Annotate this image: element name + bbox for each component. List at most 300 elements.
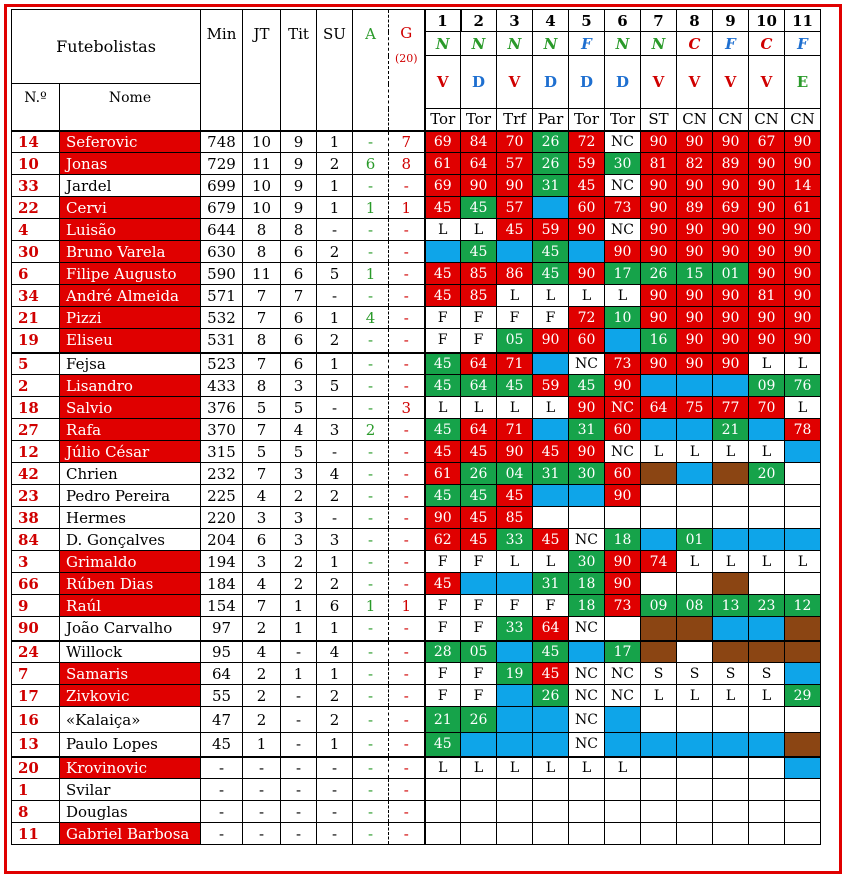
player-goals: - <box>389 285 425 307</box>
match-cell: 69 <box>713 197 749 219</box>
match-competition: CN <box>677 109 713 131</box>
player-assists: - <box>353 375 389 397</box>
match-cell: 90 <box>785 329 821 353</box>
match-cell: 64 <box>461 419 497 441</box>
player-min: 315 <box>201 441 243 463</box>
player-name: Chrien <box>60 463 201 485</box>
player-min: 699 <box>201 175 243 197</box>
match-cell <box>605 329 641 353</box>
match-cell <box>641 823 677 845</box>
match-cell: 45 <box>569 175 605 197</box>
player-row <box>12 551 821 573</box>
player-name: Douglas <box>60 801 201 823</box>
match-cell: 73 <box>605 353 641 375</box>
match-cell: L <box>497 551 533 573</box>
player-su: 2 <box>317 153 353 175</box>
player-su: 2 <box>317 241 353 263</box>
match-cell: 14 <box>785 175 821 197</box>
match-cell <box>749 757 785 779</box>
match-cell <box>425 241 461 263</box>
player-row <box>12 733 821 757</box>
player-su: - <box>317 801 353 823</box>
match-cell: F <box>425 551 461 573</box>
player-row <box>12 485 821 507</box>
match-cell <box>785 441 821 463</box>
player-goals: - <box>389 441 425 463</box>
player-number: 84 <box>12 529 60 551</box>
match-cell <box>605 779 641 801</box>
match-cell <box>641 529 677 551</box>
match-cell: NC <box>605 131 641 153</box>
player-min: 531 <box>201 329 243 353</box>
match-cell: S <box>713 663 749 685</box>
player-goals: - <box>389 707 425 733</box>
player-assists: - <box>353 685 389 707</box>
match-cell: 85 <box>461 263 497 285</box>
player-tit: 3 <box>281 507 317 529</box>
match-cell <box>461 801 497 823</box>
player-assists: 6 <box>353 153 389 175</box>
match-cell <box>533 485 569 507</box>
match-result: V <box>749 56 785 109</box>
player-min: 590 <box>201 263 243 285</box>
match-venue: C <box>749 32 785 56</box>
match-cell: L <box>713 551 749 573</box>
player-number: 6 <box>12 263 60 285</box>
player-min: 571 <box>201 285 243 307</box>
player-su: - <box>317 219 353 241</box>
match-cell: L <box>785 353 821 375</box>
match-cell: 45 <box>461 197 497 219</box>
col-su-header: SU <box>317 10 353 131</box>
match-cell <box>749 485 785 507</box>
match-result: E <box>785 56 821 109</box>
match-cell <box>713 485 749 507</box>
match-cell: 90 <box>713 219 749 241</box>
player-goals: - <box>389 353 425 375</box>
match-cell: 01 <box>713 263 749 285</box>
match-cell: 90 <box>533 329 569 353</box>
player-assists: - <box>353 219 389 241</box>
player-su: 5 <box>317 375 353 397</box>
player-tit: - <box>281 779 317 801</box>
match-cell <box>533 779 569 801</box>
match-cell <box>569 241 605 263</box>
player-row <box>12 219 821 241</box>
player-goals: - <box>389 823 425 845</box>
player-assists: - <box>353 823 389 845</box>
player-assists: - <box>353 329 389 353</box>
match-cell: 05 <box>461 641 497 663</box>
player-goals: - <box>389 779 425 801</box>
player-jt: 7 <box>243 463 281 485</box>
match-cell: L <box>461 397 497 419</box>
player-min: 184 <box>201 573 243 595</box>
match-cell: F <box>425 307 461 329</box>
player-row <box>12 663 821 685</box>
player-goals: - <box>389 419 425 441</box>
match-number: 2 <box>461 10 497 32</box>
match-cell: 45 <box>425 441 461 463</box>
match-cell <box>641 733 677 757</box>
match-cell: 90 <box>569 219 605 241</box>
player-su: 1 <box>317 551 353 573</box>
player-name: Fejsa <box>60 353 201 375</box>
match-cell: 45 <box>497 485 533 507</box>
match-cell: 90 <box>641 197 677 219</box>
match-cell: 10 <box>605 307 641 329</box>
title-cell <box>12 10 201 84</box>
player-goals: - <box>389 529 425 551</box>
match-cell <box>641 485 677 507</box>
match-cell <box>641 507 677 529</box>
player-row <box>12 241 821 263</box>
match-cell: 90 <box>785 131 821 153</box>
player-row <box>12 441 821 463</box>
match-result: D <box>569 56 605 109</box>
match-cell: 45 <box>461 485 497 507</box>
match-cell <box>425 823 461 845</box>
match-cell <box>497 241 533 263</box>
match-cell: 30 <box>569 463 605 485</box>
col-min-header: Min <box>201 10 243 131</box>
player-jt: 7 <box>243 419 281 441</box>
player-assists: - <box>353 175 389 197</box>
match-cell <box>785 707 821 733</box>
player-jt: - <box>243 823 281 845</box>
player-name: Willock <box>60 641 201 663</box>
match-cell: 90 <box>641 285 677 307</box>
player-number: 14 <box>12 131 60 153</box>
match-competition: Tor <box>461 109 497 131</box>
match-cell <box>497 641 533 663</box>
player-tit: 1 <box>281 617 317 641</box>
match-cell: 45 <box>533 441 569 463</box>
match-result: V <box>497 56 533 109</box>
match-cell: 90 <box>461 175 497 197</box>
player-row <box>12 153 821 175</box>
player-row <box>12 757 821 779</box>
player-min: 644 <box>201 219 243 241</box>
match-cell: 90 <box>605 241 641 263</box>
match-cell: 45 <box>461 507 497 529</box>
player-goals: 7 <box>389 131 425 153</box>
player-assists: - <box>353 801 389 823</box>
match-cell: 75 <box>677 397 713 419</box>
player-assists: 2 <box>353 419 389 441</box>
match-cell: 73 <box>605 595 641 617</box>
player-tit: - <box>281 641 317 663</box>
player-goals: - <box>389 485 425 507</box>
player-name: Bruno Varela <box>60 241 201 263</box>
match-cell: 45 <box>533 263 569 285</box>
player-su: 3 <box>317 419 353 441</box>
player-name: Pizzi <box>60 307 201 329</box>
match-cell: L <box>641 441 677 463</box>
match-competition: Tor <box>425 109 461 131</box>
player-su: 6 <box>317 595 353 617</box>
match-cell <box>533 733 569 757</box>
match-cell: L <box>749 441 785 463</box>
match-cell: L <box>677 685 713 707</box>
match-cell <box>461 779 497 801</box>
match-result: D <box>605 56 641 109</box>
player-assists: - <box>353 463 389 485</box>
player-tit: 9 <box>281 175 317 197</box>
player-row <box>12 823 821 845</box>
player-name: Raúl <box>60 595 201 617</box>
match-cell: 90 <box>749 219 785 241</box>
match-cell: 28 <box>425 641 461 663</box>
match-competition: Par <box>533 109 569 131</box>
match-cell: 26 <box>461 707 497 733</box>
match-cell <box>677 375 713 397</box>
match-cell <box>677 573 713 595</box>
player-jt: 5 <box>243 397 281 419</box>
match-cell <box>713 707 749 733</box>
player-goals: - <box>389 463 425 485</box>
match-cell: NC <box>569 685 605 707</box>
player-tit: 2 <box>281 573 317 595</box>
player-tit: 6 <box>281 241 317 263</box>
player-goals: 8 <box>389 153 425 175</box>
match-cell: L <box>461 219 497 241</box>
player-name: Samaris <box>60 663 201 685</box>
match-cell <box>605 823 641 845</box>
match-cell <box>785 485 821 507</box>
match-cell <box>641 707 677 733</box>
match-competition: Tor <box>569 109 605 131</box>
player-min: 55 <box>201 685 243 707</box>
match-cell: 89 <box>677 197 713 219</box>
match-cell: 60 <box>605 463 641 485</box>
match-cell: 90 <box>785 307 821 329</box>
match-cell: 62 <box>425 529 461 551</box>
player-row <box>12 353 821 375</box>
player-tit: 5 <box>281 397 317 419</box>
match-cell <box>497 801 533 823</box>
player-assists: - <box>353 529 389 551</box>
match-cell: 04 <box>497 463 533 485</box>
match-cell: 61 <box>785 197 821 219</box>
player-min: 47 <box>201 707 243 733</box>
player-assists: - <box>353 733 389 757</box>
player-jt: 7 <box>243 307 281 329</box>
player-name: Gabriel Barbosa <box>60 823 201 845</box>
player-min: 45 <box>201 733 243 757</box>
player-tit: 4 <box>281 419 317 441</box>
match-cell <box>749 823 785 845</box>
match-cell <box>677 707 713 733</box>
player-name: Svilar <box>60 779 201 801</box>
player-min: 729 <box>201 153 243 175</box>
player-tit: - <box>281 707 317 733</box>
match-cell: 59 <box>569 153 605 175</box>
match-cell <box>641 573 677 595</box>
player-row <box>12 801 821 823</box>
match-cell <box>533 823 569 845</box>
player-number: 22 <box>12 197 60 219</box>
match-cell: S <box>641 663 677 685</box>
player-tit: 6 <box>281 307 317 329</box>
player-tit: 2 <box>281 485 317 507</box>
player-min: 154 <box>201 595 243 617</box>
match-cell <box>641 419 677 441</box>
match-cell <box>713 507 749 529</box>
match-cell <box>677 757 713 779</box>
match-number: 10 <box>749 10 785 32</box>
match-cell <box>641 375 677 397</box>
player-assists: - <box>353 397 389 419</box>
player-su: 1 <box>317 663 353 685</box>
player-number: 16 <box>12 707 60 733</box>
match-cell: 89 <box>713 153 749 175</box>
match-venue: C <box>677 32 713 56</box>
player-name: Salvio <box>60 397 201 419</box>
match-cell: 30 <box>569 551 605 573</box>
player-goals: - <box>389 663 425 685</box>
match-cell: 90 <box>641 353 677 375</box>
match-cell: 90 <box>749 329 785 353</box>
match-cell <box>497 823 533 845</box>
player-tit: 7 <box>281 285 317 307</box>
player-number: 12 <box>12 441 60 463</box>
match-cell <box>677 779 713 801</box>
match-cell: 90 <box>497 175 533 197</box>
match-cell: 77 <box>713 397 749 419</box>
player-tit: 9 <box>281 197 317 219</box>
player-tit: 6 <box>281 263 317 285</box>
match-cell: NC <box>569 707 605 733</box>
match-cell: 26 <box>533 153 569 175</box>
match-cell: 45 <box>533 241 569 263</box>
match-cell: L <box>533 285 569 307</box>
player-number: 24 <box>12 641 60 663</box>
match-cell: 90 <box>713 353 749 375</box>
match-cell: 45 <box>533 663 569 685</box>
match-cell <box>605 801 641 823</box>
player-number: 23 <box>12 485 60 507</box>
player-name: Zivkovic <box>60 685 201 707</box>
player-number: 3 <box>12 551 60 573</box>
match-cell: 45 <box>461 241 497 263</box>
player-goals: - <box>389 263 425 285</box>
match-cell: 90 <box>713 175 749 197</box>
match-cell <box>713 617 749 641</box>
match-result: V <box>677 56 713 109</box>
match-cell: NC <box>605 441 641 463</box>
player-su: 2 <box>317 707 353 733</box>
match-cell: 69 <box>425 131 461 153</box>
match-cell: 90 <box>425 507 461 529</box>
table-title: Futebolistas <box>56 36 156 56</box>
match-result: V <box>641 56 677 109</box>
player-row <box>12 617 821 641</box>
col-goals-total: (20) <box>394 52 418 65</box>
match-cell: 90 <box>713 285 749 307</box>
match-cell <box>569 641 605 663</box>
match-cell <box>749 529 785 551</box>
player-su: - <box>317 823 353 845</box>
player-name: «Kalaiça» <box>60 707 201 733</box>
match-cell: 81 <box>749 285 785 307</box>
player-row <box>12 529 821 551</box>
player-jt: 8 <box>243 375 281 397</box>
player-goals: - <box>389 241 425 263</box>
player-su: 2 <box>317 685 353 707</box>
col-assists-header: A <box>353 10 389 131</box>
match-cell: 18 <box>569 573 605 595</box>
match-cell: 31 <box>533 175 569 197</box>
player-min: 679 <box>201 197 243 219</box>
player-su: 3 <box>317 529 353 551</box>
match-cell <box>677 419 713 441</box>
match-cell <box>713 801 749 823</box>
match-cell: 90 <box>605 485 641 507</box>
player-goals: - <box>389 329 425 353</box>
player-assists: - <box>353 353 389 375</box>
player-number: 11 <box>12 823 60 845</box>
match-cell <box>785 733 821 757</box>
player-min: 370 <box>201 419 243 441</box>
player-min: 232 <box>201 463 243 485</box>
match-cell <box>677 507 713 529</box>
match-cell <box>533 419 569 441</box>
match-cell <box>605 707 641 733</box>
match-cell <box>605 617 641 641</box>
match-cell <box>641 779 677 801</box>
match-cell: 15 <box>677 263 713 285</box>
player-su: 2 <box>317 573 353 595</box>
match-cell: 45 <box>425 573 461 595</box>
match-cell: 57 <box>497 197 533 219</box>
player-goals: - <box>389 307 425 329</box>
match-cell: 90 <box>677 329 713 353</box>
match-cell: NC <box>569 663 605 685</box>
player-min: 433 <box>201 375 243 397</box>
match-cell: F <box>461 551 497 573</box>
match-cell: 90 <box>569 263 605 285</box>
match-cell: F <box>461 595 497 617</box>
match-cell: F <box>425 329 461 353</box>
player-number: 9 <box>12 595 60 617</box>
match-cell: 45 <box>425 419 461 441</box>
player-su: 1 <box>317 307 353 329</box>
player-number: 13 <box>12 733 60 757</box>
player-jt: - <box>243 779 281 801</box>
col-number-header: N.º <box>12 84 60 131</box>
match-venue: N <box>461 32 497 56</box>
player-number: 19 <box>12 329 60 353</box>
match-cell: 90 <box>641 307 677 329</box>
match-cell: L <box>533 757 569 779</box>
match-cell: 26 <box>533 131 569 153</box>
player-jt: 1 <box>243 733 281 757</box>
match-cell <box>749 573 785 595</box>
player-goals: 3 <box>389 397 425 419</box>
match-cell: 90 <box>785 285 821 307</box>
match-cell <box>677 801 713 823</box>
match-cell: 01 <box>677 529 713 551</box>
match-cell: L <box>533 397 569 419</box>
match-cell: 90 <box>605 375 641 397</box>
player-assists: - <box>353 285 389 307</box>
match-cell: 72 <box>569 307 605 329</box>
match-cell: 76 <box>785 375 821 397</box>
match-cell: F <box>461 329 497 353</box>
player-name: D. Gonçalves <box>60 529 201 551</box>
match-cell <box>713 573 749 595</box>
